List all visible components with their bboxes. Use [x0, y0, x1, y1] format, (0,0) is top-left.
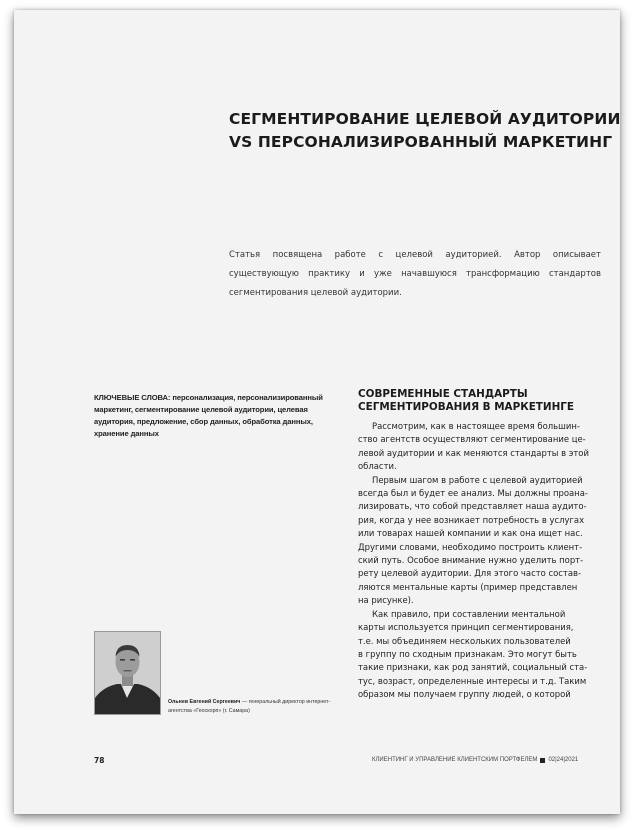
- body-line: ский путь. Особое внимание нужно уделить порт-: [358, 555, 584, 566]
- body-line: Как правило, при составлении ментальной: [372, 608, 566, 619]
- article-title-line-2: VS ПЕРСОНАЛИЗИРОВАННЫЙ МАРКЕТИНГ: [229, 133, 613, 151]
- author-description: — генеральный директор интернет-агентства «Геоскорп» (г. Самара): [168, 699, 331, 714]
- body-line: на рисунке).: [358, 595, 414, 606]
- author-caption: [168, 698, 353, 716]
- section-heading-line-2: СЕГМЕНТИРОВАНИЯ В МАРКЕТИНГЕ: [358, 401, 575, 413]
- body-line: тус, возраст, определенные интересы и т.д. Таким: [358, 675, 587, 686]
- journal-name: КЛИЕНТИНГ И УПРАВЛЕНИЕ КЛИЕНТСКИМ ПОРТФЕЛЕМ: [372, 757, 538, 763]
- keywords-label: КЛЮЧЕВЫЕ СЛОВА:: [94, 393, 171, 402]
- keywords-block: [94, 392, 324, 440]
- body-line: всегда был и будет ее анализ. Мы должны проана-: [358, 488, 588, 499]
- section-heading: [358, 388, 608, 414]
- body-line: ство агентств осуществляют сегментирование це-: [358, 434, 586, 445]
- issue-number: 02|24|2021: [548, 757, 579, 763]
- body-line: т.е. мы объединяем нескольких пользователей: [358, 635, 571, 646]
- body-line: рия, когда у нее возникает потребность в услугах: [358, 514, 585, 525]
- body-line: или товарах нашей компании и как она ищет нас.: [358, 528, 583, 539]
- body-line: такие признаки, как род занятий, социальный ста-: [358, 662, 588, 673]
- author-name: Ольнев Евгений Сергеевич: [168, 699, 241, 705]
- article-title: [229, 108, 619, 154]
- body-line: лизировать, что собой представляет наша аудито-: [358, 501, 587, 512]
- body-line: левой аудитории и как меняются стандарты в этой: [358, 447, 589, 458]
- body-line: в группу по сходным признакам. Это могут быть: [358, 648, 577, 659]
- body-line: рету целевой аудитории. Для этого часто состав-: [358, 568, 582, 579]
- body-line: Первым шагом в работе с целевой аудиторией: [372, 474, 583, 485]
- keywords-text: персонализация, персонализированный маркетинг, сегментирование целевой аудитории, целевая аудитория, предложение, сбор данных, обработка данных, хранение данных: [94, 393, 323, 438]
- page-number: 78: [94, 756, 105, 765]
- body-line: Рассмотрим, как в настоящее время большин-: [372, 421, 580, 431]
- square-separator-icon: [540, 758, 545, 763]
- article-abstract: Статья посвящена работе с целевой аудиторией. Автор описывает существующую практику и уже начавшуюся трансформацию стандартов сегментирования целевой аудитории.: [229, 250, 601, 298]
- body-line: области.: [358, 461, 397, 472]
- body-line: образом мы получаем группу людей, о которой: [358, 689, 571, 700]
- body-line: Другими словами, необходимо построить клиент-: [358, 541, 583, 552]
- author-photo: [94, 631, 161, 715]
- running-footer: [372, 757, 578, 763]
- body-line: ляются ментальные карты (пример представлен: [358, 581, 578, 592]
- article-title-line-1: СЕГМЕНТИРОВАНИЕ ЦЕЛЕВОЙ АУДИТОРИИ: [229, 110, 621, 128]
- body-line: карты используется принцип сегментирования,: [358, 622, 574, 633]
- magazine-page: [14, 10, 620, 814]
- author-portrait-image: [95, 632, 160, 714]
- body-text-column: [358, 420, 604, 702]
- section-heading-line-1: СОВРЕМЕННЫЕ СТАНДАРТЫ: [358, 388, 528, 400]
